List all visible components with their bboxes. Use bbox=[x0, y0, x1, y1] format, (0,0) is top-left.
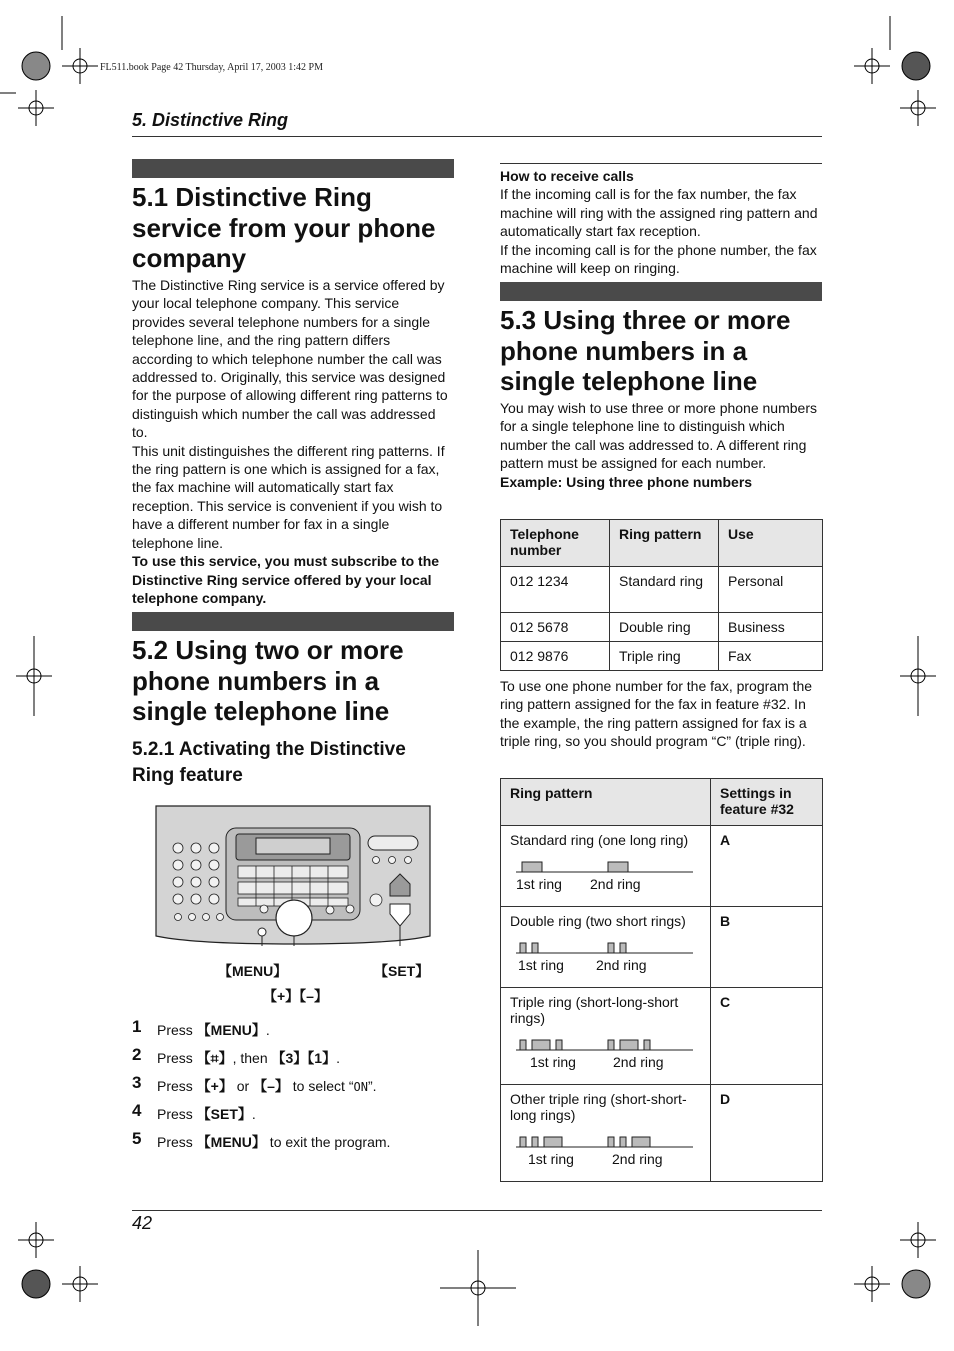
footer-rule bbox=[132, 1210, 822, 1211]
step-text: Press 【SET】. bbox=[157, 1106, 256, 1122]
table-header-cell: Telephone number bbox=[501, 520, 610, 567]
plus-key: 【+】 bbox=[196, 1078, 233, 1094]
ring-pattern-label: Standard ring (one long ring) bbox=[510, 832, 689, 848]
menu-key: 【MENU】 bbox=[196, 1022, 266, 1038]
example-heading: Example: Using three phone numbers bbox=[500, 473, 753, 490]
ring-diagram bbox=[510, 1026, 701, 1078]
first-ring-label: 1st ring bbox=[518, 957, 564, 973]
set-key-label: 【SET】 bbox=[374, 963, 430, 979]
ring-pattern-table bbox=[500, 778, 823, 1182]
setting-value: B bbox=[711, 907, 823, 988]
table-row bbox=[501, 907, 823, 988]
table-row bbox=[501, 1085, 823, 1182]
section-5-3-body bbox=[500, 399, 822, 491]
header-rule bbox=[132, 136, 822, 137]
table-row bbox=[501, 642, 823, 671]
receive-calls-block bbox=[500, 167, 822, 277]
table-header-cell: Ring pattern bbox=[610, 520, 719, 567]
step-number: 5 bbox=[132, 1129, 142, 1148]
section-bar-5-3 bbox=[500, 282, 822, 301]
table-row bbox=[501, 567, 823, 613]
step-text: Press 【MENU】 to exit the program. bbox=[157, 1134, 391, 1150]
step-number: 4 bbox=[132, 1101, 142, 1120]
section-bar-5-1 bbox=[132, 159, 454, 178]
table-cell: Personal bbox=[719, 567, 823, 613]
ring-diagram bbox=[510, 1123, 701, 1175]
table-cell bbox=[501, 988, 711, 1085]
step-number: 3 bbox=[132, 1073, 142, 1092]
other-triple-ring-waveform bbox=[510, 1123, 700, 1175]
standard-ring-waveform bbox=[510, 848, 700, 900]
table-row bbox=[501, 826, 823, 907]
step bbox=[132, 1045, 452, 1073]
subsection-title-5-2-1: 5.2.1 Activating the Distinctive Ring feature bbox=[132, 739, 406, 786]
menu-key-label: 【MENU】 bbox=[218, 963, 288, 979]
table-cell bbox=[501, 1085, 711, 1182]
plus-minus-key-label: 【+】【–】 bbox=[263, 988, 328, 1004]
table-cell bbox=[501, 826, 711, 907]
ring-pattern-label: Other triple ring (short-short-long rings) bbox=[510, 1091, 687, 1123]
procedure-steps bbox=[132, 1017, 452, 1157]
section-5-1-body bbox=[132, 276, 454, 607]
book-info: FL511.book Page 42 Thursday, April 17, 2003 1:42 PM bbox=[100, 62, 323, 73]
paragraph: If the incoming call is for the fax number, the fax machine will ring with the assigned ring pattern and automatically start fax reception. bbox=[500, 186, 818, 240]
section-title-5-3: 5.3 Using three or more phone numbers in a single telephone line bbox=[500, 305, 791, 396]
receive-heading: How to receive calls bbox=[500, 168, 634, 184]
paragraph-bold: To use this service, you must subscribe to the Distinctive Ring service offered by your local telephone company. bbox=[132, 553, 440, 606]
setting-value: D bbox=[711, 1085, 823, 1182]
display-value: ON bbox=[353, 1080, 368, 1094]
step-text: Press 【+】 or 【–】 to select “ON”. bbox=[157, 1078, 377, 1094]
step-text: Press 【MENU】. bbox=[157, 1022, 270, 1038]
first-ring-label: 1st ring bbox=[530, 1054, 576, 1070]
table-cell: 012 9876 bbox=[501, 642, 610, 671]
table-cell: Triple ring bbox=[610, 642, 719, 671]
double-ring-waveform bbox=[510, 929, 700, 981]
section-title-5-1: 5.1 Distinctive Ring service from your phone company bbox=[132, 182, 436, 273]
minus-key: 【–】 bbox=[253, 1078, 289, 1094]
step bbox=[132, 1129, 452, 1157]
ring-diagram bbox=[510, 929, 701, 981]
first-ring-label: 1st ring bbox=[516, 876, 562, 892]
second-ring-label: 2nd ring bbox=[613, 1054, 664, 1070]
running-head: 5. Distinctive Ring bbox=[132, 110, 289, 130]
second-ring-label: 2nd ring bbox=[612, 1151, 663, 1167]
ring-diagram bbox=[510, 848, 701, 900]
phone-numbers-table bbox=[500, 519, 823, 671]
table-cell: Standard ring bbox=[610, 567, 719, 613]
triple-ring-waveform bbox=[510, 1026, 700, 1078]
receive-top-rule bbox=[500, 163, 822, 164]
paragraph: If the incoming call is for the phone number, the fax machine will keep on ringing. bbox=[500, 241, 817, 277]
table-cell: 012 5678 bbox=[501, 613, 610, 642]
table-header-cell: Ring pattern bbox=[501, 779, 711, 826]
section-title-5-2: 5.2 Using two or more phone numbers in a single telephone line bbox=[132, 635, 404, 726]
second-ring-label: 2nd ring bbox=[596, 957, 647, 973]
table-cell: Fax bbox=[719, 642, 823, 671]
ring-pattern-label: Triple ring (short-long-short rings) bbox=[510, 994, 679, 1026]
setting-value: A bbox=[711, 826, 823, 907]
paragraph: You may wish to use three or more phone numbers for a single telephone line to distinguish which number the call was addressed to. A different ring pattern must be assigned for each number. bbox=[500, 400, 817, 472]
step-number: 1 bbox=[132, 1017, 142, 1036]
set-key: 【SET】 bbox=[196, 1106, 252, 1122]
step bbox=[132, 1101, 452, 1129]
step-number: 2 bbox=[132, 1045, 142, 1064]
table-cell: 012 1234 bbox=[501, 567, 610, 613]
section-bar-5-2 bbox=[132, 612, 454, 631]
table-header-cell: Use bbox=[719, 520, 823, 567]
table-cell: Double ring bbox=[610, 613, 719, 642]
table-row bbox=[501, 988, 823, 1085]
table-header-row bbox=[501, 779, 823, 826]
second-ring-label: 2nd ring bbox=[590, 876, 641, 892]
table-cell: Business bbox=[719, 613, 823, 642]
step bbox=[132, 1073, 452, 1101]
page-number: 42 bbox=[132, 1213, 153, 1233]
hash-key: 【⌗】 bbox=[196, 1050, 233, 1066]
step bbox=[132, 1017, 452, 1045]
paragraph: The Distinctive Ring service is a service offered by your local telephone company. This service provides several telephone numbers for a single telephone line, and the ring pattern differs according to which telephone number the call was addressed to. Originally, this service was designed for the purpose of allowing different ring patterns to distinguish which number the call was addressed to. bbox=[132, 277, 448, 441]
step-text: Press 【⌗】, then 【3】【1】. bbox=[157, 1050, 340, 1066]
setting-value: C bbox=[711, 988, 823, 1085]
paragraph: This unit distinguishes the different ring patterns. If the ring pattern is one which is assigned for a fax, the fax machine will automatically start fax reception. This service is convenient if you wish to have a different number for fax in a single telephone line. bbox=[132, 442, 445, 551]
menu-key: 【MENU】 bbox=[196, 1134, 266, 1150]
feature-32-note: To use one phone number for the fax, program the ring pattern assigned for the fax in feature #32. In the example, the ring pattern assigned for fax is a triple ring, so you should program “C” (triple ring). bbox=[500, 678, 813, 750]
ring-pattern-label: Double ring (two short rings) bbox=[510, 913, 686, 929]
first-ring-label: 1st ring bbox=[528, 1151, 574, 1167]
table-cell bbox=[501, 907, 711, 988]
table-header-row bbox=[501, 520, 823, 567]
digit-keys: 【3】【1】 bbox=[271, 1050, 337, 1066]
table-row bbox=[501, 613, 823, 642]
fax-control-panel-illustration bbox=[154, 804, 434, 946]
table-header-cell: Settings in feature #32 bbox=[711, 779, 823, 826]
